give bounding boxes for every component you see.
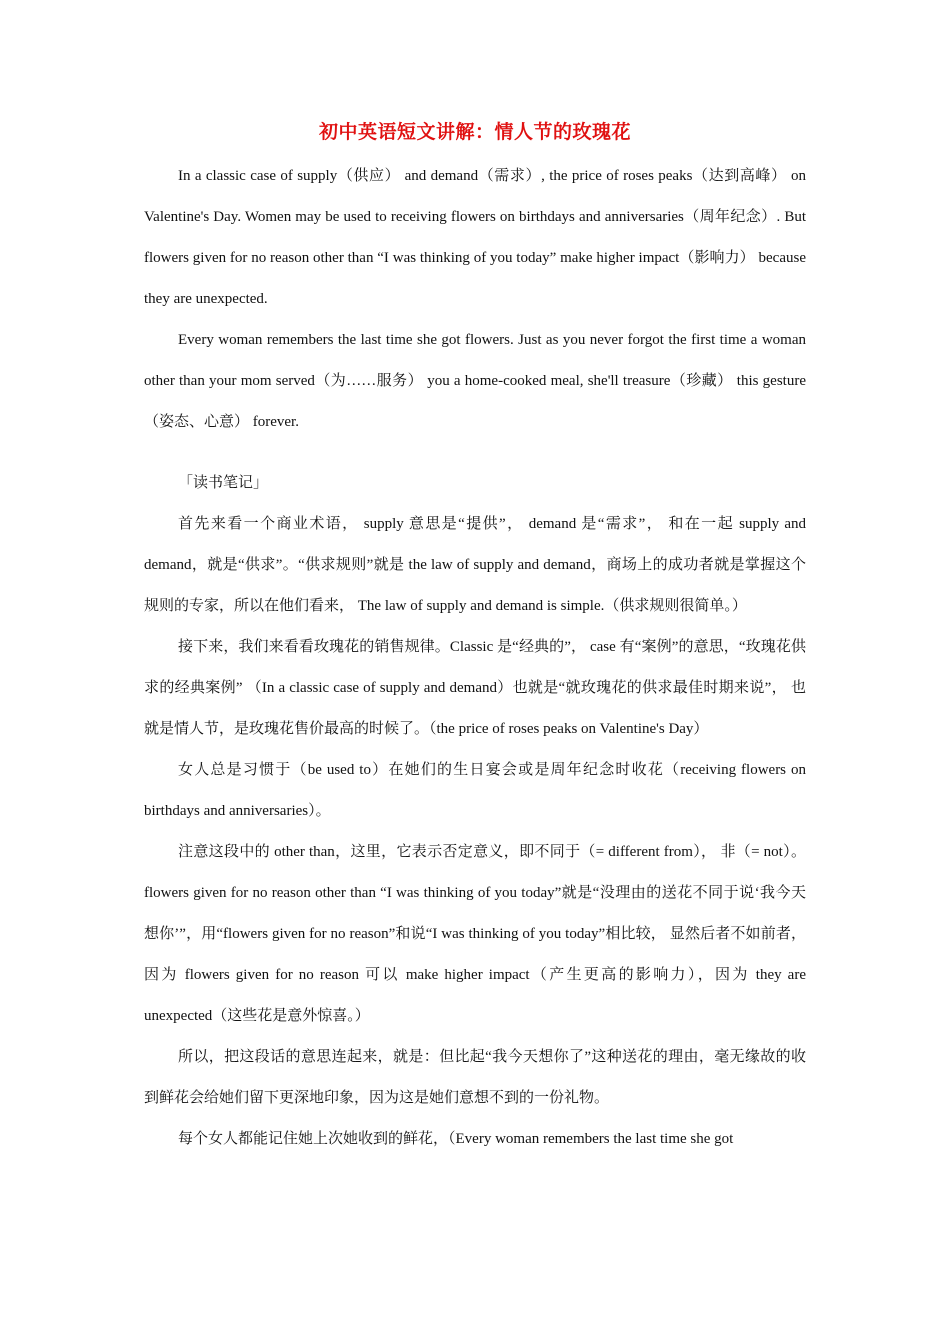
passage-paragraph-1: In a classic case of supply（供应） and demand（需求）, the price of roses peaks（达到高峰） on Valentine's Day. Women may be used to receiving flowers on birthdays and anniversaries（周年纪念）. But flowers given for no reason other than “I was thinking of you today” make higher impact（影响力） because they are unexpected. <box>144 168 806 307</box>
notes-paragraph-4: 注意这段中的 other than，这里，它表示否定意义，即不同于（= different from）， 非（= not）。flowers given for no reason other than “I was thinking of you today”就是“没理由的送花不同于说‘我今天想你’”，用“flowers given for no reason”和说“I was thinking of you today”相比较， 显然后者不如前者， 因为 flowers given for no reason 可以 make higher impact（产生更高的影响力），因为 they are unexpected（这些花是意外惊喜。） <box>144 844 806 1024</box>
notes-paragraph-6: 每个女人都能记住她上次她收到的鲜花，（Every woman remembers the last time she got <box>178 1131 734 1147</box>
document-title: 初中英语短文讲解：情人节的玫瑰花 <box>318 122 631 143</box>
passage-paragraph-2: Every woman remembers the last time she got flowers. Just as you never forgot the first time a woman other than your mom served（为……服务） you a home-cooked meal, she'll treasure（珍藏） this gesture（姿态、心意） forever. <box>144 332 806 430</box>
notes-heading: 「读书笔记」 <box>178 475 269 491</box>
notes-paragraph-2: 接下来，我们来看看玫瑰花的销售规律。Classic 是“经典的”， case 有“案例”的意思，“玫瑰花供求的经典案例” （In a classic case of supply and demand）也就是“就玫瑰花的供求最佳时期来说”， 也就是情人节，是玫瑰花售价最高的时候了。（the price of roses peaks on Valentine's Day） <box>144 639 806 737</box>
notes-paragraph-3: 女人总是习惯于（be used to）在她们的生日宴会或是周年纪念时收花（receiving flowers on birthdays and anniversaries）。 <box>144 762 806 819</box>
document-page <box>144 118 806 1160</box>
notes-paragraph-5: 所以，把这段话的意思连起来，就是：但比起“我今天想你了”这种送花的理由，毫无缘故的收到鲜花会给她们留下更深地印象，因为这是她们意想不到的一份礼物。 <box>144 1049 806 1106</box>
notes-paragraph-1: 首先来看一个商业术语， supply 意思是“提供”， demand 是“需求”， 和在一起 supply and demand，就是“供求”。“供求规则”就是 the law of supply and demand，商场上的成功者就是掌握这个规则的专家，所以在他们看来， The law of supply and demand is simple.（供求规则很简单。） <box>144 516 806 614</box>
section-spacer <box>144 443 806 463</box>
